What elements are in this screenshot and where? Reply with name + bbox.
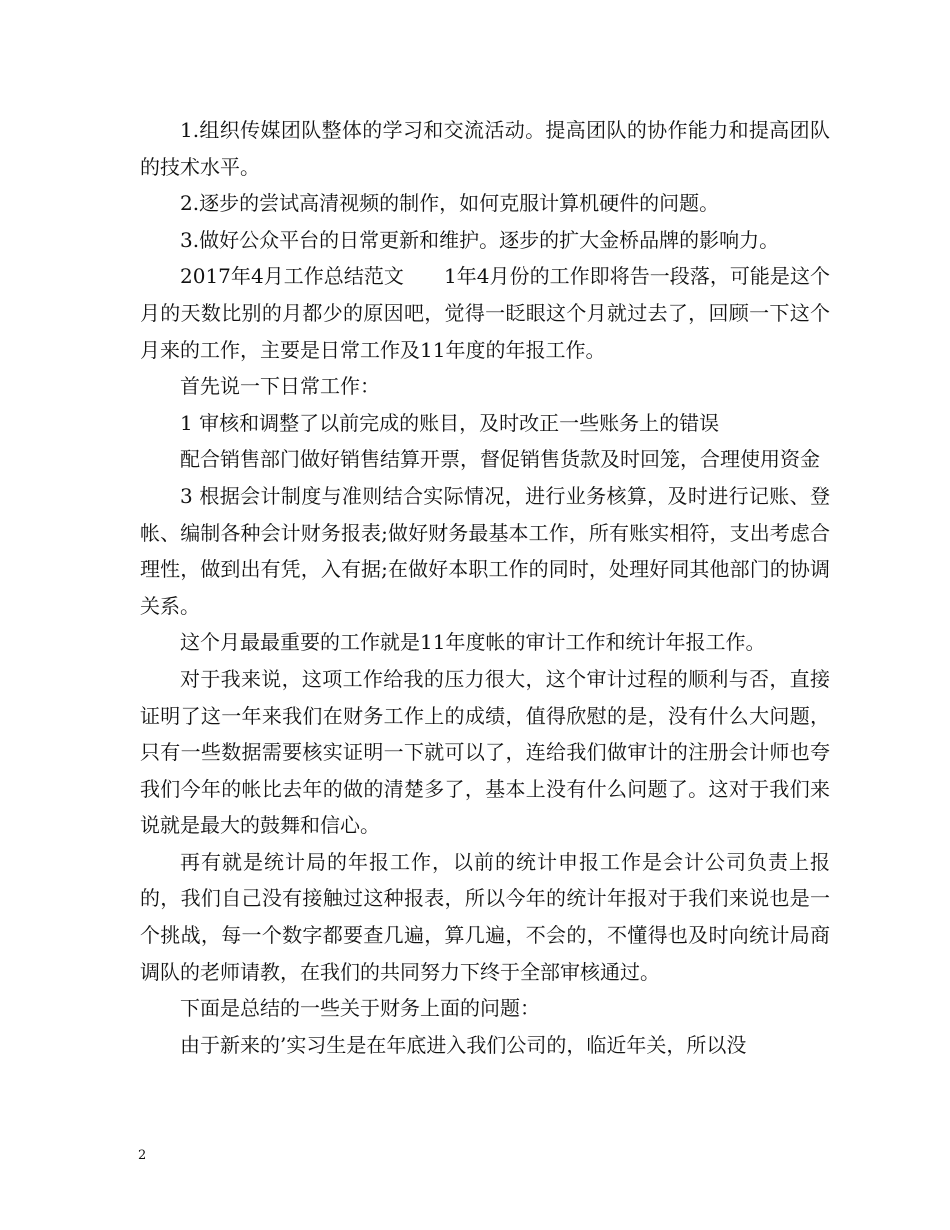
page-number: 2 bbox=[138, 1148, 147, 1163]
paragraph-intern-note: 由于新来的’实习生是在年底进入我们公司的，临近年关，所以没 bbox=[180, 1032, 747, 1057]
paragraph-daily-work-item-3: 3 根据会计制度与准则结合实际情况，进行业务核算，及时进行记账、登帐、编制各种会计财务报表;做好财务最基本工作，所有账实相符，支出考虑合理性，做到出有凭，入有据;在做好本职工作的同时，处理好同其他部门的协调关系。 bbox=[140, 483, 830, 618]
paragraph-public-platform: 3.做好公众平台的日常更新和维护。逐步的扩大金桥品牌的影响力。 bbox=[180, 227, 780, 252]
paragraph-finance-issues-heading: 下面是总结的一些关于财务上面的问题： bbox=[180, 996, 540, 1021]
document-body bbox=[140, 112, 830, 1063]
paragraph-team-activities: 1.组织传媒团队整体的学习和交流活动。提高团队的协作能力和提高团队的技术水平。 bbox=[140, 118, 830, 179]
paragraph-audit-pressure: 对于我来说，这项工作给我的压力很大，这个审计过程的顺利与否，直接证明了这一年来我们在财务工作上的成绩，值得欣慰的是，没有什么大问题，只有一些数据需要核实证明一下就可以了，连给我们做审计的注册会计师也夸我们今年的帐比去年的做的清楚多了，基本上没有什么问题了。这对于我们来说就是最大的鼓舞和信心。 bbox=[140, 666, 830, 838]
paragraph-statistics-report: 再有就是统计局的年报工作，以前的统计申报工作是会计公司负责上报的，我们自己没有接触过这种报表，所以今年的统计年报对于我们来说也是一个挑战，每一个数字都要查几遍，算几遍，不会的，不懂得也及时向统计局商调队的老师请教，在我们的共同努力下终于全部审核通过。 bbox=[140, 849, 830, 984]
paragraph-most-important-work: 这个月最最重要的工作就是11年度帐的审计工作和统计年报工作。 bbox=[180, 630, 766, 655]
paragraph-april-summary-intro: 2017年4月工作总结范文 1年4月份的工作即将告一段落，可能是这个月的天数比别的月都少的原因吧，觉得一眨眼这个月就过去了，回顾一下这个月来的工作，主要是日常工作及11年度的年报工作。 bbox=[140, 264, 830, 362]
paragraph-daily-work-item-2: 配合销售部门做好销售结算开票，督促销售货款及时回笼，合理使用资金 bbox=[180, 447, 820, 472]
paragraph-daily-work-heading: 首先说一下日常工作： bbox=[180, 374, 380, 399]
paragraph-hd-video: 2.逐步的尝试高清视频的制作，如何克服计算机硬件的问题。 bbox=[180, 191, 720, 216]
paragraph-daily-work-item-1: 1 审核和调整了以前完成的账目，及时改正一些账务上的错误 bbox=[180, 410, 720, 435]
